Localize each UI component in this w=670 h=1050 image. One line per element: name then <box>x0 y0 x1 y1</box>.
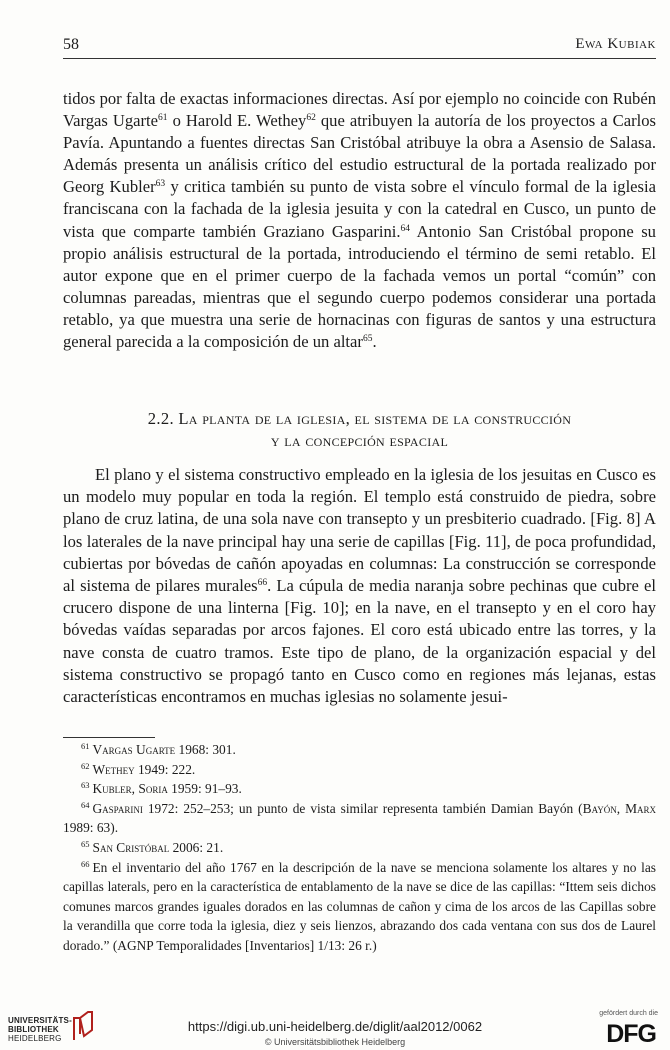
footnote-64: $^{64}$ Gasparini 1972: 252–253; un punto de vista similar representa también Damian Bayón (Bayón, Marx 1989: 63). <box>63 799 656 836</box>
copyright-notice: © Universitätsbibliothek Heidelberg <box>264 1037 406 1047</box>
dfg-logo[interactable]: DFG <box>606 1020 656 1048</box>
footnotes <box>63 740 656 956</box>
library-logo[interactable]: UNIVERSITÄTS- BIBLIOTHEK HEIDELBERG <box>8 1016 72 1043</box>
running-head-author: Ewa Kubiak <box>575 36 656 52</box>
funder-label: gefördert durch die <box>599 1010 658 1017</box>
footnote-ref[interactable]: 66 <box>257 578 268 589</box>
section-title-line2: y la concepción espacial <box>270 431 449 450</box>
permalink-url[interactable]: https://digi.ub.uni-heidelberg.de/diglit/aal2012/0062 <box>187 1019 483 1034</box>
footer-bar <box>0 1002 670 1050</box>
section-heading <box>63 408 656 452</box>
section-title-line1: La planta de la iglesia, el sistema de la construcción <box>178 409 572 428</box>
footnote-divider <box>63 737 155 738</box>
footnote-ref[interactable]: 61 <box>158 113 168 124</box>
footnote-66: $^{66}$ En el inventario del año 1767 en la descripción de la nave se menciona solamente los altares y no las capillas laterals, pero en la característica de entablamento de la nave se dice de las capillas: “Ittem seis dichos comunes marcos grandes iguales dorados en las columnas de cañon y cima de los arcos de las Capillas sobre la verandilla que corre toda la iglesia, diez y seis lienzos, abrazando dos cada ventana con sus dos de Laurel dorado.” (AGNP Temporalidades [Inventarios] 1/13: 26 r.) <box>63 858 656 953</box>
footnote-ref[interactable]: 65 <box>362 334 373 345</box>
page-number: 58 <box>63 36 79 53</box>
paragraph-1: tidos por falta de exactas informaciones directas. Así por ejemplo no coincide con Rubén Vargas Ugarte$^{61}$ o Harold E. Wethey$^{62}$ que atribuyen la autoría de los proyectos a Carlos Pavía. Apuntando a fuentes directas San Cristóbal atribuye la obra a Asensio de Salasa. Además presenta un análisis crítico del estudio estructural de la portada realizado por Georg Kubler$^{63}$ y critica también su punto de vista sobre el vínculo formal de la iglesia franciscana con la fachada de la iglesia jesuita y con la catedral en Cusco, un punto de vista que comparte también Graziano Gasparini.$^{64}$ Antonio San Cristóbal propone su propio análisis estructural de la portada, introduciendo el término de semi retablo. El autor expone que en el primer cuerpo de la fachada vemos un portal “común” con columnas pareadas, mientras que el segundo cuerpo podemos considerar una portada retablo, ya que muestra una serie de hornacinas con figuras de santos y una estructura general parecida a la composición de un altar$^{65}$. <box>63 89 656 352</box>
footnote-ref[interactable]: 63 <box>155 179 166 190</box>
footnote-62: $^{62}$ Wethey 1949: 222. <box>81 760 196 777</box>
section-number: 2.2. <box>147 409 174 428</box>
footnote-63: $^{63}$ Kubler, Soria 1959: 91–93. <box>81 780 242 797</box>
page-header <box>63 36 656 59</box>
footnote-ref[interactable]: 62 <box>306 113 316 124</box>
footnote-65: $^{65}$ San Cristóbal 2006: 21. <box>81 838 224 855</box>
paragraph-2: El plano y el sistema constructivo empleado en la iglesia de los jesuitas en Cusco es un modelo muy popular en toda la región. El templo está construido de piedra, sobre plano de cruz latina, de una sola nave con transepto y un presbiterio cuadrado. [Fig. 8] A los laterales de la nave principal hay una serie de capillas [Fig. 11], de poca profundidad, cubiertas por bóvedas de cañón apoyadas en columnas: La construcción se corresponde al sistema de pilares murales$^{66}$. La cúpula de media naranja sobre pechinas que cubre el crucero dispone de una linterna [Fig. 10]; en la nave, en el transepto y en el coro hay bóvedas vaídas separadas por arcos fajones. El coro está ubicado entre las torres, y la nave consta de cuatro tramos. Este tipo de plano, de la organización espacial y del sistema constructivo se propagó tanto en Cusco como en regiones más lejanas, estas características encontramos en muchas iglesias no solamente jesui- <box>63 465 656 707</box>
footnote-61: $^{61}$ Vargas Ugarte 1968: 301. <box>81 741 236 757</box>
footnote-ref[interactable]: 64 <box>400 223 411 234</box>
